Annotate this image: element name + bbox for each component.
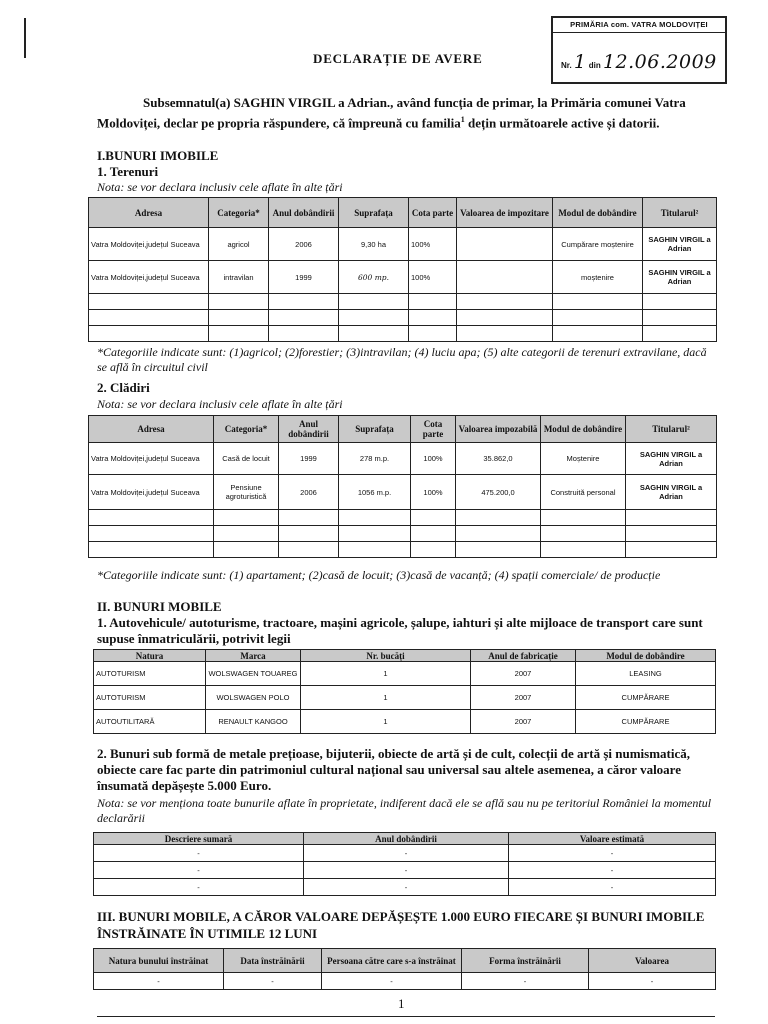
table-cell: intravilan [209, 261, 269, 294]
table-row [94, 662, 716, 686]
cladiri-table [88, 415, 717, 558]
table-row [94, 710, 716, 734]
autovehicule-table [93, 649, 716, 734]
column-header: Data înstrăinării [224, 949, 322, 973]
section-1-heading: I.BUNURI IMOBILE [97, 148, 219, 163]
table-row [89, 310, 717, 326]
stamp-din-label: din [586, 61, 603, 70]
table-cell: 1999 [269, 261, 339, 294]
auto-heading: 1. Autovehicule/ autoturisme, tractoare, mașini agricole, șalupe, iahturi și alte mijloace de transport care sunt supuse înmatriculării, potrivit legii [97, 615, 703, 646]
table-row [89, 228, 717, 261]
table-cell: - [94, 845, 304, 862]
table-cell [643, 294, 717, 310]
table-cell [626, 526, 717, 542]
table-cell: CUMPĂRARE [576, 686, 716, 710]
table-cell: SAGHIN VIRGIL a Adrian [643, 228, 717, 261]
table-row [89, 526, 717, 542]
table-cell [411, 526, 456, 542]
column-header: Anul dobândirii [269, 198, 339, 228]
table-cell [89, 526, 214, 542]
table-cell: - [304, 845, 509, 862]
table-cell [89, 310, 209, 326]
table-cell [214, 510, 279, 526]
table-cell: WOLSWAGEN POLO [206, 686, 301, 710]
table-cell [456, 510, 541, 526]
cladiri-heading: 2. Clădiri [97, 380, 150, 395]
table-cell: 2007 [471, 686, 576, 710]
stamp-title: PRIMĂRIA com. VATRA MOLDOVIȚEI [553, 18, 725, 33]
intro-text-end: dețin următoarele active și datorii. [464, 115, 660, 131]
table-cell: 35.862,0 [456, 443, 541, 475]
table-cell: 2007 [471, 662, 576, 686]
table-cell [411, 510, 456, 526]
table-cell: - [94, 862, 304, 879]
table-cell: moștenire [553, 261, 643, 294]
table-cell: Moștenire [541, 443, 626, 475]
column-header: Modul de dobândire [553, 198, 643, 228]
column-header: Persoana către care s-a înstrăinat [322, 949, 462, 973]
terenuri-table [88, 197, 717, 342]
table-cell [339, 526, 411, 542]
table-cell: 100% [409, 228, 457, 261]
table-cell: 475.200,0 [456, 475, 541, 510]
table-cell: 2007 [471, 710, 576, 734]
table-cell: - [94, 879, 304, 896]
table-cell [89, 510, 214, 526]
column-header: Modul de dobândire [576, 650, 716, 662]
column-header: Suprafața [339, 198, 409, 228]
table-cell [269, 326, 339, 342]
column-header: Descriere sumară [94, 833, 304, 845]
table-cell [643, 326, 717, 342]
table-row [89, 475, 717, 510]
table-cell [279, 526, 339, 542]
column-header: Natura bunului înstrăinat [94, 949, 224, 973]
stamp-din-value: 12.06.2009 [602, 51, 717, 73]
table-cell: - [94, 973, 224, 990]
table-cell: Vatra Moldoviței,județul Suceava [89, 228, 209, 261]
terenuri-heading: 1. Terenuri [97, 164, 159, 179]
column-header: Anul dobândirii [279, 416, 339, 443]
column-header: Forma înstrăinării [462, 949, 589, 973]
table-cell [457, 228, 553, 261]
table-cell [89, 542, 214, 558]
column-header: Valoarea de impozitare [457, 198, 553, 228]
cladiri-note: Nota: se vor declara inclusiv cele aflate în alte țări [97, 397, 343, 411]
section-3-heading: III. BUNURI MOBILE, A CĂROR VALOARE DEPĂȘEȘTE 1.000 EURO FIECARE ȘI BUNURI IMOBILE ÎNSTRĂINATE ÎN UTIMILE 12 LUNI [97, 909, 705, 941]
table-cell: 100% [409, 261, 457, 294]
table-cell [89, 326, 209, 342]
table-cell [456, 526, 541, 542]
table-cell: 100% [411, 475, 456, 510]
table-cell [541, 510, 626, 526]
column-header: Cota parte [411, 416, 456, 443]
column-header: Valoarea [589, 949, 716, 973]
table-cell: - [322, 973, 462, 990]
table-cell: 9,30 ha [339, 228, 409, 261]
table-cell [409, 310, 457, 326]
table-cell [553, 326, 643, 342]
table-cell: - [224, 973, 322, 990]
table-cell [643, 310, 717, 326]
table-cell: 1999 [279, 443, 339, 475]
table-row [89, 510, 717, 526]
table-cell [553, 310, 643, 326]
table-cell [209, 294, 269, 310]
table-cell [269, 310, 339, 326]
table-cell [456, 542, 541, 558]
table-cell [279, 542, 339, 558]
table-row [89, 326, 717, 342]
table-row [89, 261, 717, 294]
table-cell [457, 294, 553, 310]
page-number: 1 [398, 996, 405, 1011]
table-cell: - [509, 862, 716, 879]
table-cell: 1056 m.p. [339, 475, 411, 510]
column-header: Titularul² [643, 198, 717, 228]
table-cell [626, 510, 717, 526]
terenuri-footnote: *Categoriile indicate sunt: (1)agricol; (2)forestier; (3)intravilan; (4) luciu apa; (5) alte categorii de terenuri extravilane, dacă se află în circuitul civil [97, 345, 707, 374]
table-cell [541, 542, 626, 558]
section-2-heading: II. BUNURI MOBILE [97, 599, 222, 614]
intro-text: Subsemnatul(a) SAGHIN VIRGIL a Adrian., având funcția de primar, la Primăria comunei Vatra Moldoviței, declar pe propria răspundere, că împreună cu familia [97, 95, 686, 131]
table-cell [339, 510, 411, 526]
cladiri-footnote: *Categoriile indicate sunt: (1) apartament; (2)casă de locuit; (3)casă de vacanță; (4) spații comerciale/ de producție [97, 568, 661, 582]
table-cell: - [589, 973, 716, 990]
column-header: Nr. bucăți [301, 650, 471, 662]
registration-stamp [551, 16, 727, 84]
table-cell [339, 542, 411, 558]
table-cell [457, 326, 553, 342]
table-cell: 2006 [269, 228, 339, 261]
table-cell: - [509, 879, 716, 896]
table-cell: AUTOTURISM [94, 686, 206, 710]
table-cell: 100% [411, 443, 456, 475]
table-cell: Cumpărare moștenire [553, 228, 643, 261]
table-cell [339, 310, 409, 326]
table-cell: 600 mp. [339, 261, 409, 294]
stamp-nr-value: 1 [573, 51, 587, 73]
table-row [94, 879, 716, 896]
instrainate-table [93, 948, 716, 990]
table-cell: - [304, 879, 509, 896]
terenuri-note: Nota: se vor declara inclusiv cele aflate în alte țări [97, 180, 343, 194]
table-row [89, 542, 717, 558]
table-cell [279, 510, 339, 526]
table-cell: Vatra Moldoviței,județul Suceava [89, 261, 209, 294]
table-cell [541, 526, 626, 542]
table-cell [457, 261, 553, 294]
table-cell [89, 294, 209, 310]
pretioase-heading: 2. Bunuri sub formă de metale prețioase, bijuterii, obiecte de artă și de cult, colecții de artă și numismatică, obiecte care fac parte din patrimoniul cultural național sau universal sau altele asemenea, a căror valoare însumată depășește 5.000 Euro. [97, 746, 690, 793]
column-header: Valoarea impozabilă [456, 416, 541, 443]
table-cell: SAGHIN VIRGIL a Adrian [626, 443, 717, 475]
table-cell: Casă de locuit [214, 443, 279, 475]
column-header: Natura [94, 650, 206, 662]
table-cell [214, 542, 279, 558]
table-cell: Vatra Moldoviței,județul Suceava [89, 475, 214, 510]
table-cell [409, 326, 457, 342]
column-header: Categoria* [214, 416, 279, 443]
table-cell: AUTOUTILITARĂ [94, 710, 206, 734]
table-cell: - [509, 845, 716, 862]
table-row [94, 973, 716, 990]
table-cell [269, 294, 339, 310]
column-header: Adresa [89, 198, 209, 228]
table-row [94, 862, 716, 879]
table-cell [339, 326, 409, 342]
table-cell [209, 310, 269, 326]
table-cell: - [304, 862, 509, 879]
column-header: Cota parte [409, 198, 457, 228]
table-row [89, 443, 717, 475]
margin-mark [24, 18, 26, 58]
column-header: Anul de fabricație [471, 650, 576, 662]
table-cell: Pensiune agroturistică [214, 475, 279, 510]
table-cell [409, 294, 457, 310]
table-row [94, 845, 716, 862]
table-cell: CUMPĂRARE [576, 710, 716, 734]
column-header: Valoare estimată [509, 833, 716, 845]
table-cell: SAGHIN VIRGIL a Adrian [626, 475, 717, 510]
table-cell: - [462, 973, 589, 990]
table-cell: 278 m.p. [339, 443, 411, 475]
stamp-nr-label: Nr. [561, 61, 574, 70]
stamp-number-line [553, 33, 725, 73]
table-cell [209, 326, 269, 342]
table-cell: LEASING [576, 662, 716, 686]
column-header: Marca [206, 650, 301, 662]
table-cell [457, 310, 553, 326]
table-cell [553, 294, 643, 310]
table-cell: WOLSWAGEN TOUAREG [206, 662, 301, 686]
table-cell: SAGHIN VIRGIL a Adrian [643, 261, 717, 294]
table-row [94, 686, 716, 710]
column-header: Modul de dobândire [541, 416, 626, 443]
document-title: DECLARAȚIE DE AVERE [313, 51, 483, 66]
table-cell [214, 526, 279, 542]
table-cell [339, 294, 409, 310]
table-cell [411, 542, 456, 558]
bottom-edge-line [97, 1016, 715, 1017]
pretioase-note: Nota: se vor menționa toate bunurile aflate în proprietate, indiferent dacă ele se află sau nu pe teritoriul României la momentul declarării [97, 796, 712, 825]
column-header: Titularul² [626, 416, 717, 443]
table-cell: Construită personal [541, 475, 626, 510]
table-cell [626, 542, 717, 558]
intro-paragraph [97, 94, 717, 131]
intro-footnote-mark: 1 [460, 115, 465, 124]
bunuri-pretioase-table [93, 832, 716, 896]
table-cell: 1 [301, 662, 471, 686]
table-cell: 1 [301, 686, 471, 710]
column-header: Suprafața [339, 416, 411, 443]
table-cell: 1 [301, 710, 471, 734]
column-header: Categoria* [209, 198, 269, 228]
table-cell: Vatra Moldoviței,județul Suceava [89, 443, 214, 475]
table-cell: RENAULT KANGOO [206, 710, 301, 734]
column-header: Adresa [89, 416, 214, 443]
table-cell: AUTOTURISM [94, 662, 206, 686]
table-cell: 2006 [279, 475, 339, 510]
table-row [89, 294, 717, 310]
column-header: Anul dobândirii [304, 833, 509, 845]
table-cell: agricol [209, 228, 269, 261]
